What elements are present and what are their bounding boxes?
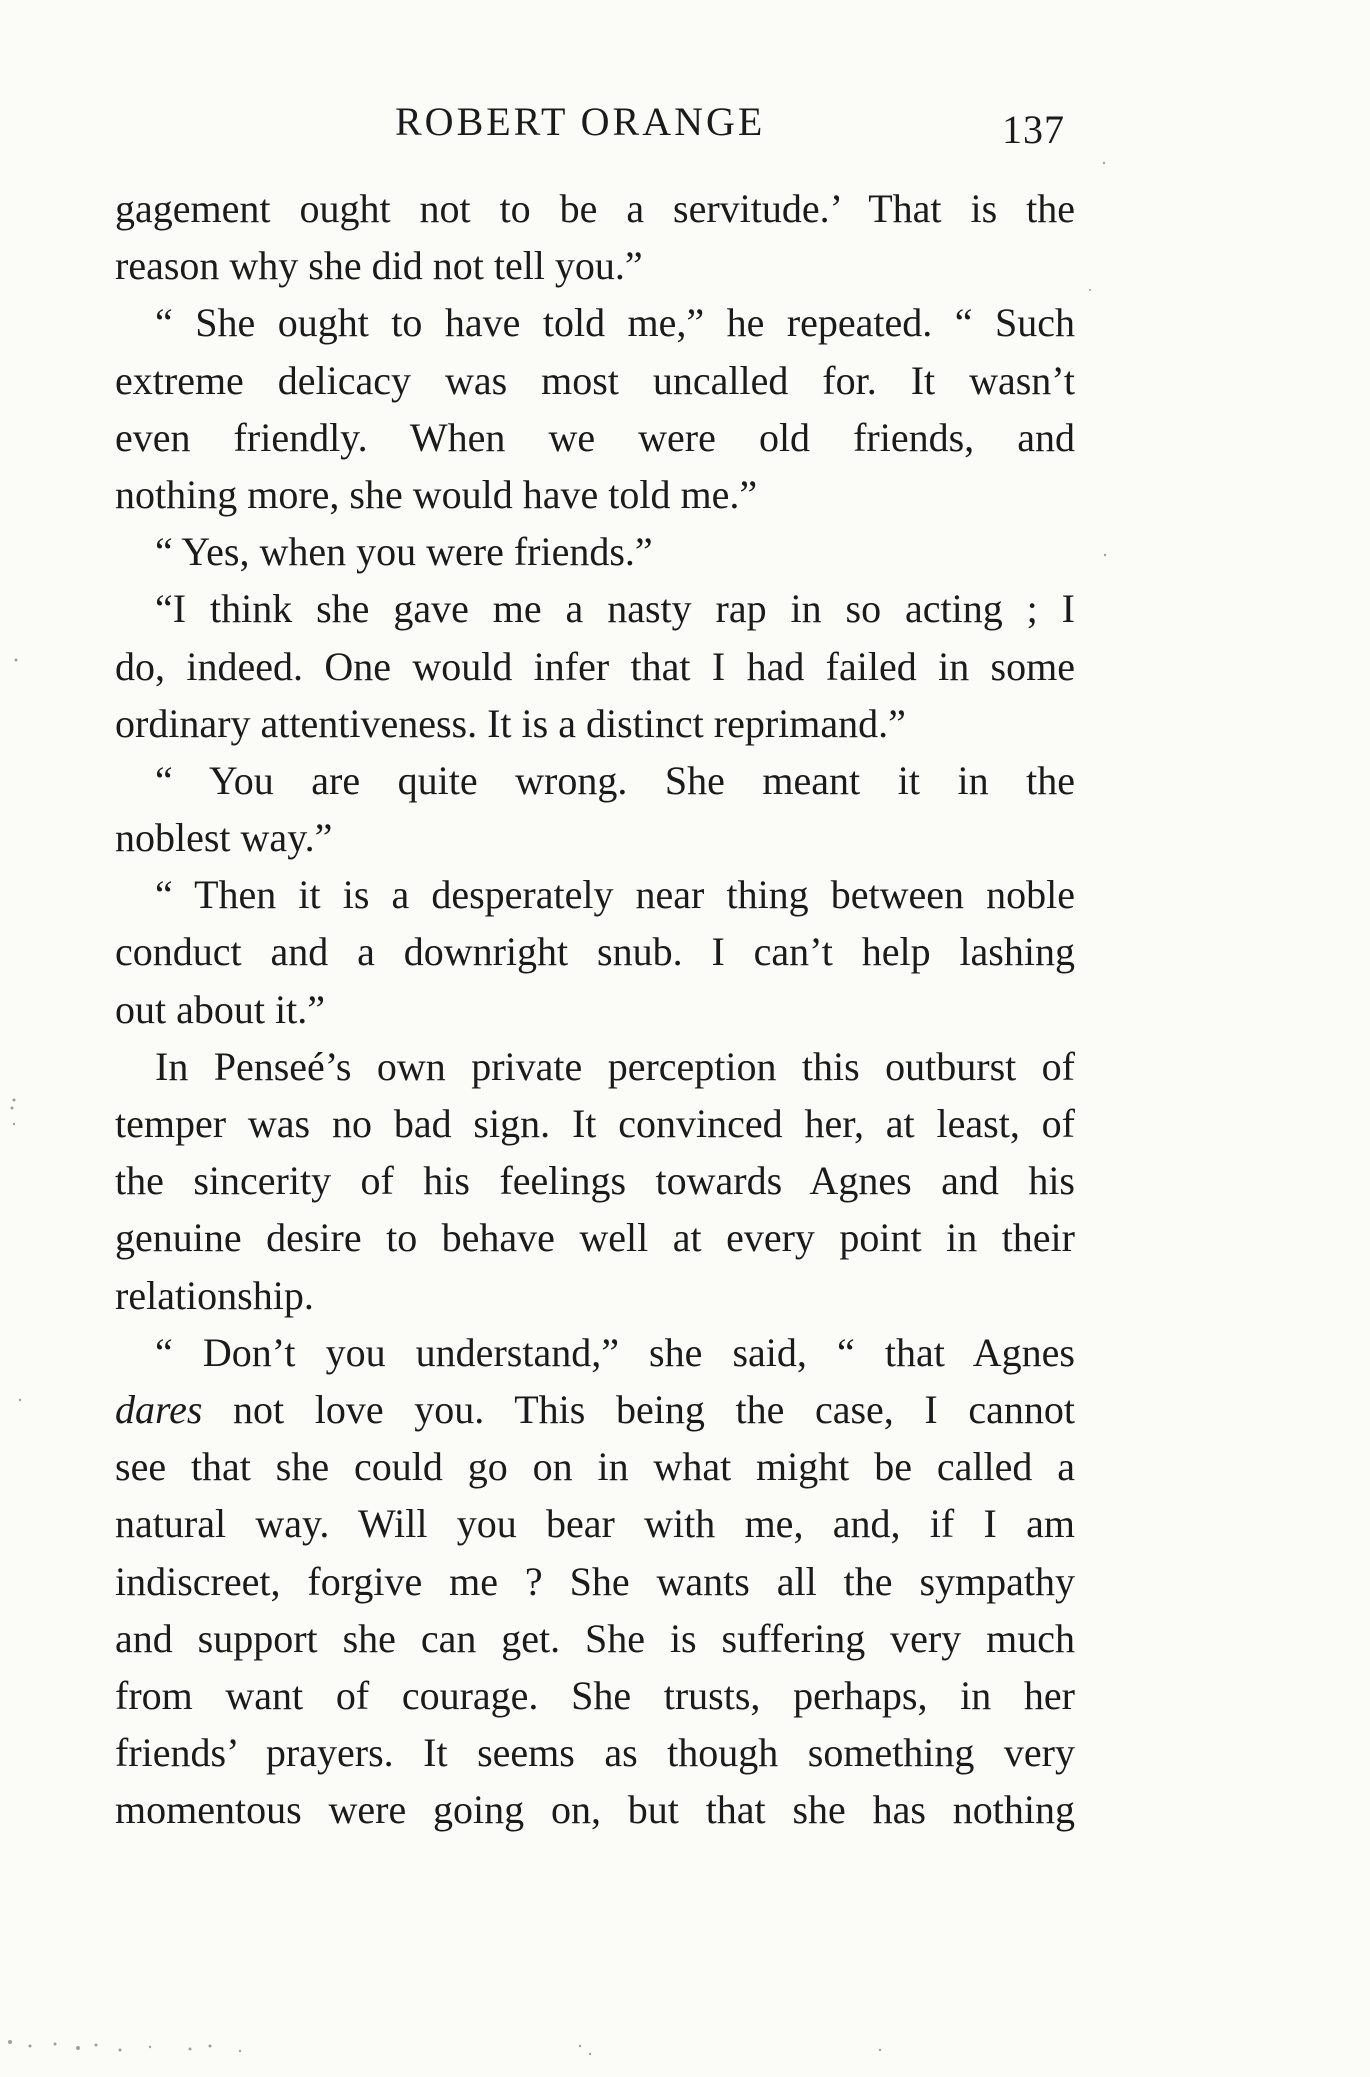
text-line: reason why she did not tell you.” <box>115 243 643 289</box>
running-head <box>0 92 1370 152</box>
text-line: noblest way.” <box>115 815 333 861</box>
text-line: friends’ prayers. It seems as though something very <box>115 1730 1075 1776</box>
text-line: momentous were going on, but that she has nothing <box>115 1787 1075 1833</box>
body-text <box>115 180 1075 1838</box>
running-title: ROBERT ORANGE <box>395 99 766 144</box>
text-line: even friendly. When we were old friends, and <box>115 414 1075 460</box>
text-line: ordinary attentiveness. It is a distinct reprimand.” <box>115 700 906 746</box>
text-line: “ Yes, when you were friends.” <box>155 529 653 575</box>
text-line: “ She ought to have told me,” he repeated. “ Such <box>155 300 1075 346</box>
text-line: “ Then it is a desperately near thing between noble <box>155 872 1075 918</box>
text-line: and support she can get. She is suffering very much <box>115 1615 1075 1661</box>
text-line-rest: not love you. This being the case, I cannot <box>202 1386 1075 1432</box>
text-line: see that she could go on in what might be called a <box>115 1444 1075 1490</box>
text-line: genuine desire to behave well at every point in their <box>115 1215 1075 1261</box>
page-number: 137 <box>1002 107 1065 152</box>
text-line: gagement ought not to be a servitude.’ That is the <box>115 186 1075 231</box>
text-line: temper was no bad sign. It convinced her, at least, of <box>115 1101 1075 1146</box>
text-line: “ Don’t you understand,” she said, “ that Agnes <box>155 1329 1075 1375</box>
text-line: nothing more, she would have told me.” <box>115 471 758 517</box>
text-line: “I think she gave me a nasty rap in so acting ; I <box>155 586 1075 632</box>
italic-word: dares <box>115 1386 203 1432</box>
text-line: “ You are quite wrong. She meant it in the <box>155 757 1075 803</box>
text-line: natural way. Will you bear with me, and, if I am <box>115 1501 1075 1547</box>
text-line-with-italic <box>115 1381 1075 1438</box>
text-line: indiscreet, forgive me ? She wants all the sympathy <box>115 1558 1075 1604</box>
text-line: conduct and a downright snub. I can’t help lashing <box>115 929 1075 975</box>
text-line: In Penseé’s own private perception this outburst of <box>155 1043 1075 1089</box>
text-line: extreme delicacy was most uncalled for. It wasn’t <box>115 357 1075 403</box>
text-line: relationship. <box>115 1272 314 1318</box>
text-line: from want of courage. She trusts, perhaps, in her <box>115 1672 1075 1718</box>
text-line: out about it.” <box>115 986 325 1032</box>
text-line: do, indeed. One would infer that I had failed in some <box>115 643 1075 689</box>
text-line: the sincerity of his feelings towards Agnes and his <box>115 1158 1075 1204</box>
